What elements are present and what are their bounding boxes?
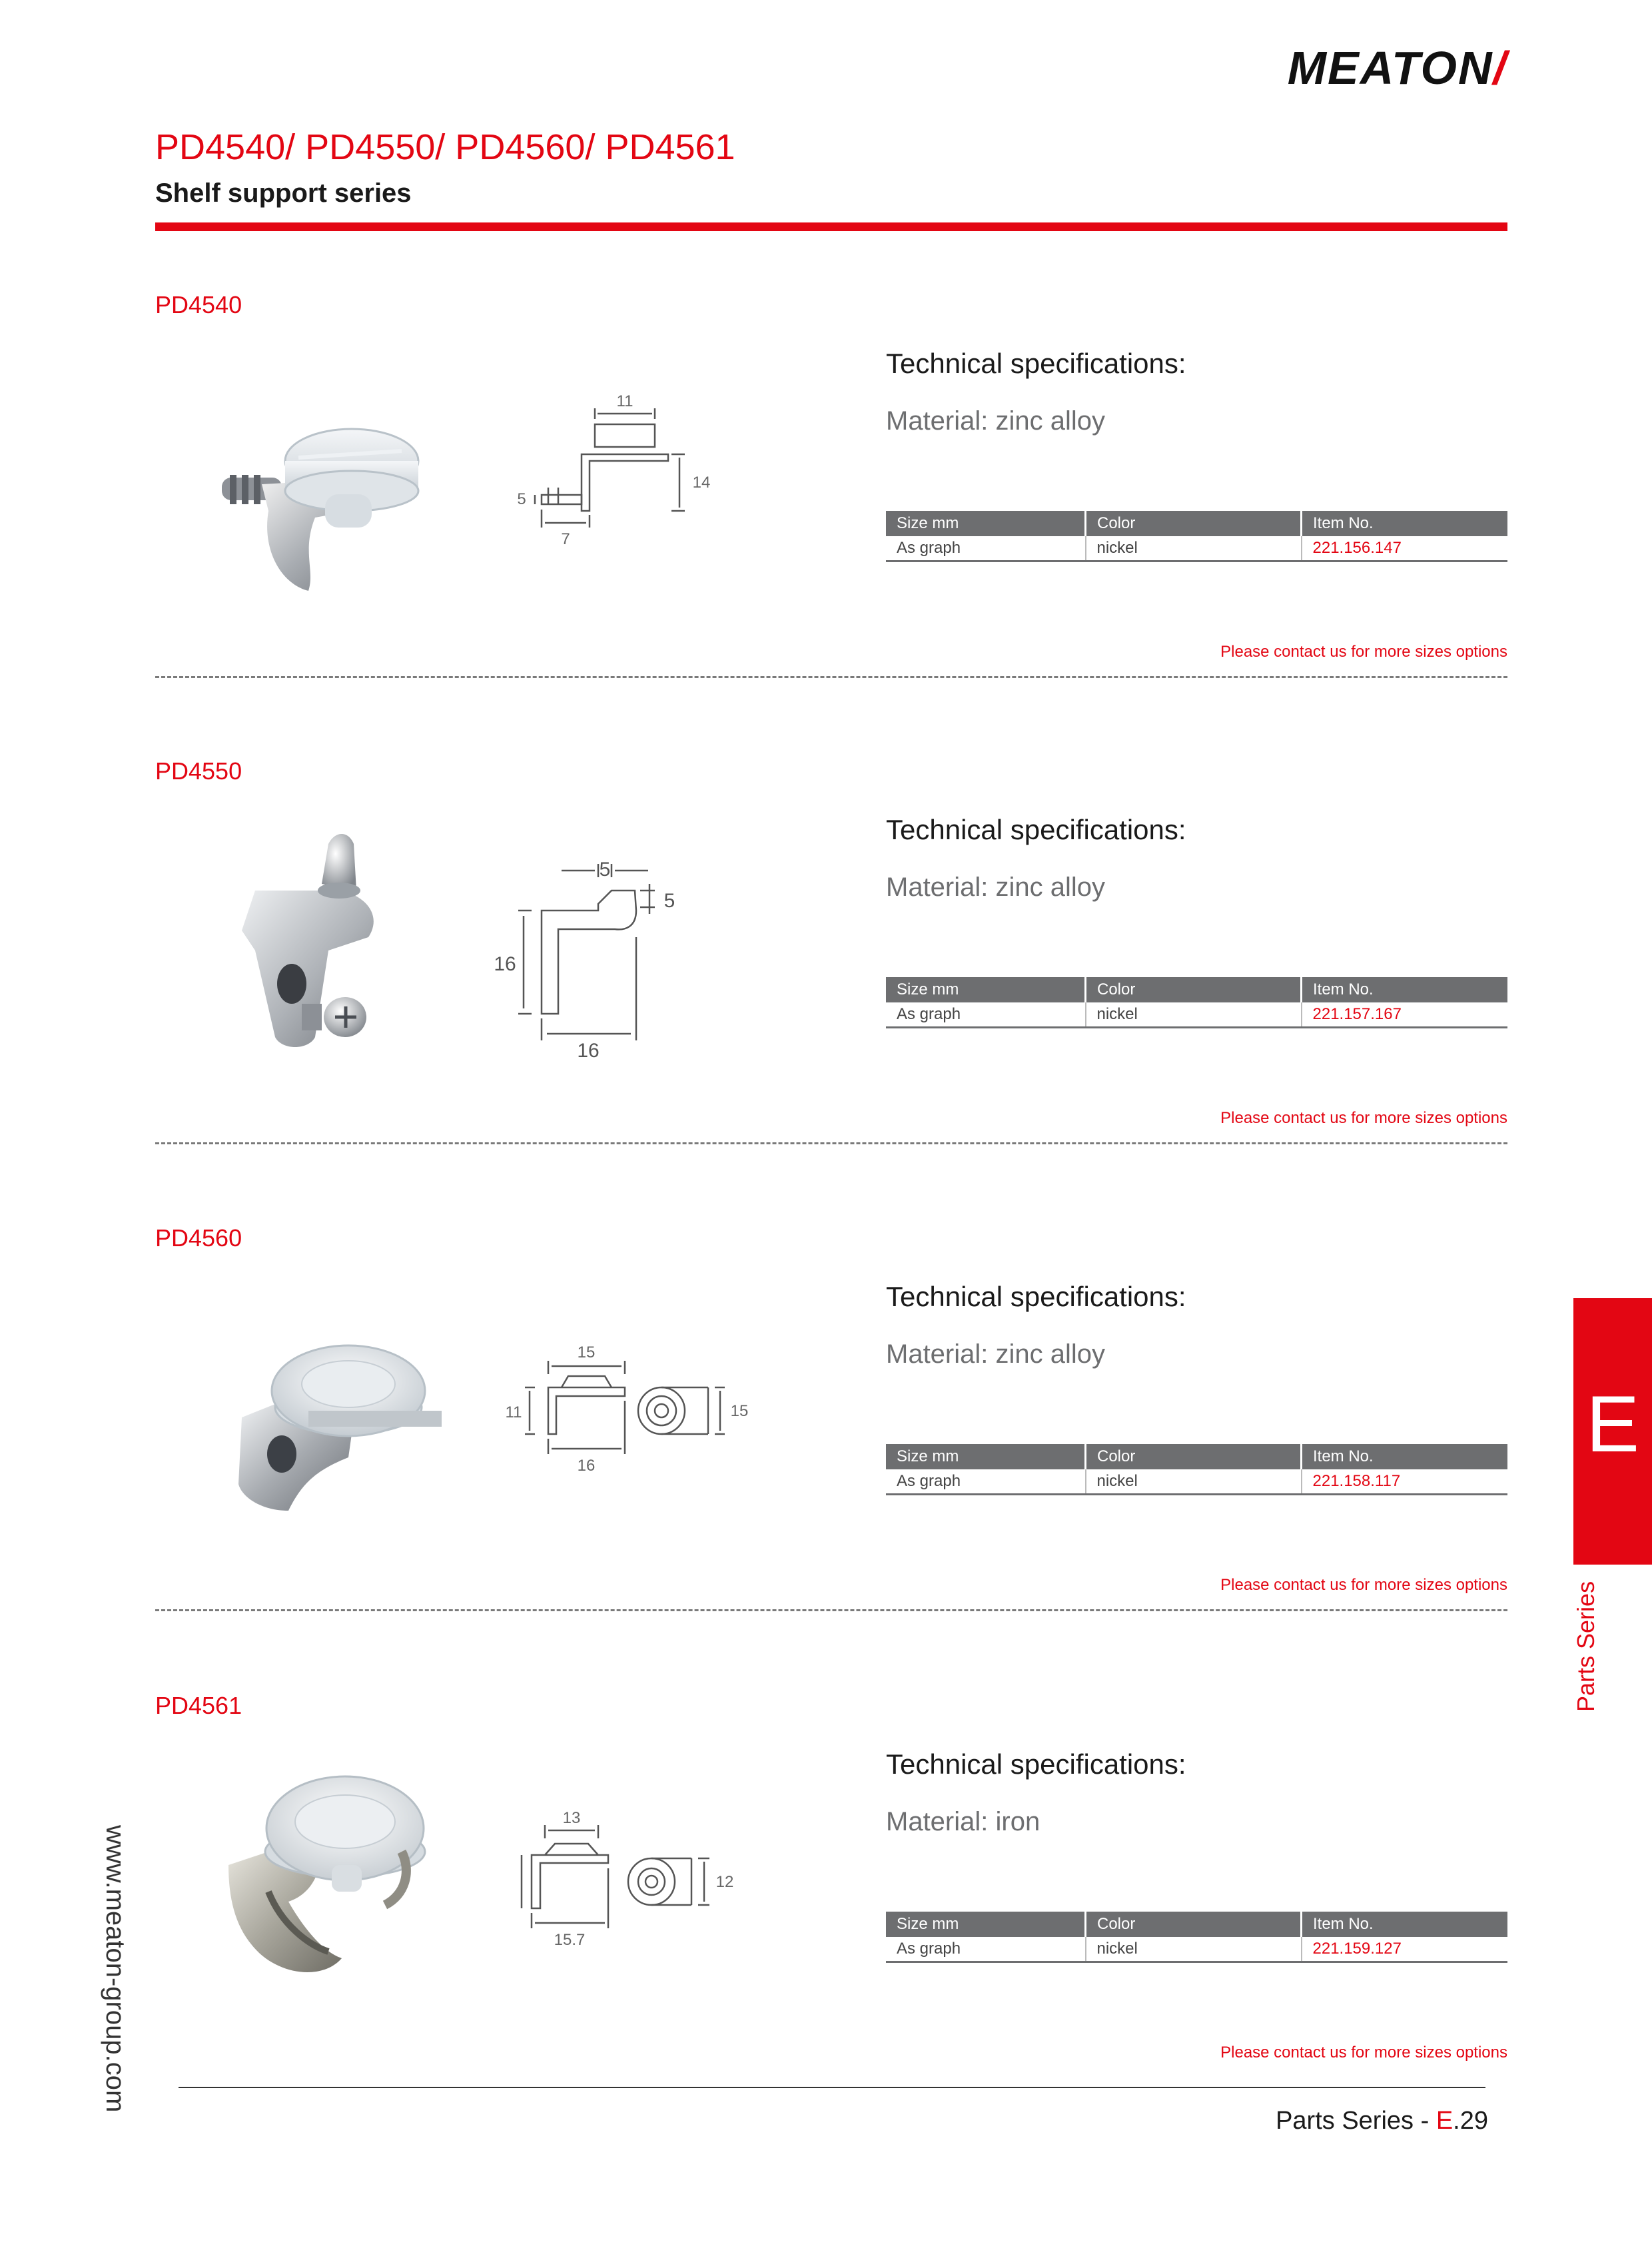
dimension-label: 15 — [730, 1402, 749, 1420]
table-cell: As graph — [886, 1937, 1086, 1962]
dimension-label: 5 — [663, 890, 675, 912]
table-header-row — [886, 1912, 1507, 1937]
footer-letter: E — [1436, 2107, 1453, 2135]
contact-note: Please contact us for more sizes options — [1220, 2044, 1507, 2061]
spec-table — [886, 977, 1507, 1028]
spec-heading: Technical specifications: — [886, 814, 1186, 845]
section-divider — [155, 1609, 1507, 1611]
section-divider — [155, 676, 1507, 678]
page-subtitle: Shelf support series — [155, 179, 412, 208]
product-photo — [182, 1284, 468, 1531]
table-header-row — [886, 977, 1507, 1002]
page-title: PD4540/ PD4550/ PD4560/ PD4561 — [155, 127, 735, 167]
section-tab — [1573, 1298, 1652, 1565]
table-cell: As graph — [886, 1469, 1086, 1495]
material-text: Material: zinc alloy — [886, 873, 1106, 902]
table-cell: As graph — [886, 1002, 1086, 1028]
spec-table — [886, 511, 1507, 562]
column-header: Size mm — [886, 977, 1086, 1002]
product-code: PD4540 — [155, 291, 242, 318]
product-photo — [182, 1752, 468, 1998]
table-row — [886, 536, 1507, 561]
column-header: Item No. — [1302, 511, 1508, 536]
footer-rule — [179, 2087, 1485, 2088]
product-section-pd4560 — [155, 1224, 1507, 1690]
table-header-row — [886, 1444, 1507, 1469]
column-header: Item No. — [1302, 1444, 1508, 1469]
table-cell: nickel — [1086, 1937, 1302, 1962]
dimension-drawing — [462, 1278, 781, 1531]
table-cell: As graph — [886, 536, 1086, 561]
dimension-label: 5 — [599, 859, 611, 881]
table-cell: nickel — [1086, 1469, 1302, 1495]
product-photo — [182, 817, 468, 1064]
table-row — [886, 1002, 1507, 1028]
section-tab-label: Parts Series — [1572, 1581, 1599, 1712]
column-header: Item No. — [1302, 977, 1508, 1002]
dimension-drawing — [462, 811, 781, 1064]
product-section-pd4550 — [155, 757, 1507, 1224]
header-rule — [155, 222, 1507, 231]
page-footer: Parts Series - E.29 — [1276, 2107, 1488, 2135]
section-divider — [155, 1142, 1507, 1144]
spec-heading: Technical specifications: — [886, 1748, 1186, 1780]
column-header: Color — [1086, 1912, 1302, 1937]
product-section-pd4540 — [155, 291, 1507, 757]
dimension-label: 16 — [577, 1040, 600, 1062]
column-header: Color — [1086, 511, 1302, 536]
material-text: Material: iron — [886, 1807, 1040, 1836]
dimension-drawing — [462, 344, 781, 597]
column-header: Item No. — [1302, 1912, 1508, 1937]
column-header: Size mm — [886, 1912, 1086, 1937]
table-header-row — [886, 511, 1507, 536]
logo-accent: / — [1493, 42, 1507, 94]
column-header: Color — [1086, 1444, 1302, 1469]
spec-table — [886, 1444, 1507, 1495]
item-number: 221.156.147 — [1302, 536, 1508, 561]
spec-heading: Technical specifications: — [886, 1281, 1186, 1312]
item-number: 221.159.127 — [1302, 1937, 1508, 1962]
table-row — [886, 1469, 1507, 1495]
spec-heading: Technical specifications: — [886, 348, 1186, 379]
dimension-drawing — [462, 1745, 781, 1998]
contact-note: Please contact us for more sizes options — [1220, 643, 1507, 661]
product-photo — [182, 351, 468, 597]
product-code: PD4550 — [155, 757, 242, 785]
item-number: 221.158.117 — [1302, 1469, 1508, 1495]
column-header: Size mm — [886, 511, 1086, 536]
dimension-label: 5 — [517, 490, 526, 508]
dimension-label: 16 — [577, 1457, 596, 1475]
spec-table — [886, 1912, 1507, 1963]
product-section-pd4561 — [155, 1692, 1507, 2158]
table-cell: nickel — [1086, 536, 1302, 561]
column-header: Color — [1086, 977, 1302, 1002]
dimension-label: 15.7 — [554, 1931, 586, 1949]
dimension-label: 12 — [715, 1873, 734, 1891]
product-code: PD4560 — [155, 1224, 242, 1252]
material-text: Material: zinc alloy — [886, 1339, 1106, 1369]
table-row — [886, 1937, 1507, 1962]
contact-note: Please contact us for more sizes options — [1220, 1576, 1507, 1594]
brand-logo: MEATON/ — [1287, 42, 1507, 94]
table-cell: nickel — [1086, 1002, 1302, 1028]
dimension-label: 11 — [505, 1403, 522, 1421]
dimension-label: 11 — [616, 392, 633, 410]
website-url: www.meaton-group.com — [101, 1825, 130, 2113]
column-header: Size mm — [886, 1444, 1086, 1469]
contact-note: Please contact us for more sizes options — [1220, 1109, 1507, 1127]
section-tab-letter: E — [1585, 1379, 1640, 1469]
material-text: Material: zinc alloy — [886, 406, 1106, 436]
product-code: PD4561 — [155, 1692, 242, 1719]
dimension-label: 14 — [692, 474, 711, 492]
item-number: 221.157.167 — [1302, 1002, 1508, 1028]
dimension-label: 7 — [561, 530, 570, 548]
dimension-label: 16 — [494, 953, 516, 975]
dimension-label: 13 — [562, 1809, 581, 1827]
dimension-label: 15 — [577, 1343, 596, 1361]
